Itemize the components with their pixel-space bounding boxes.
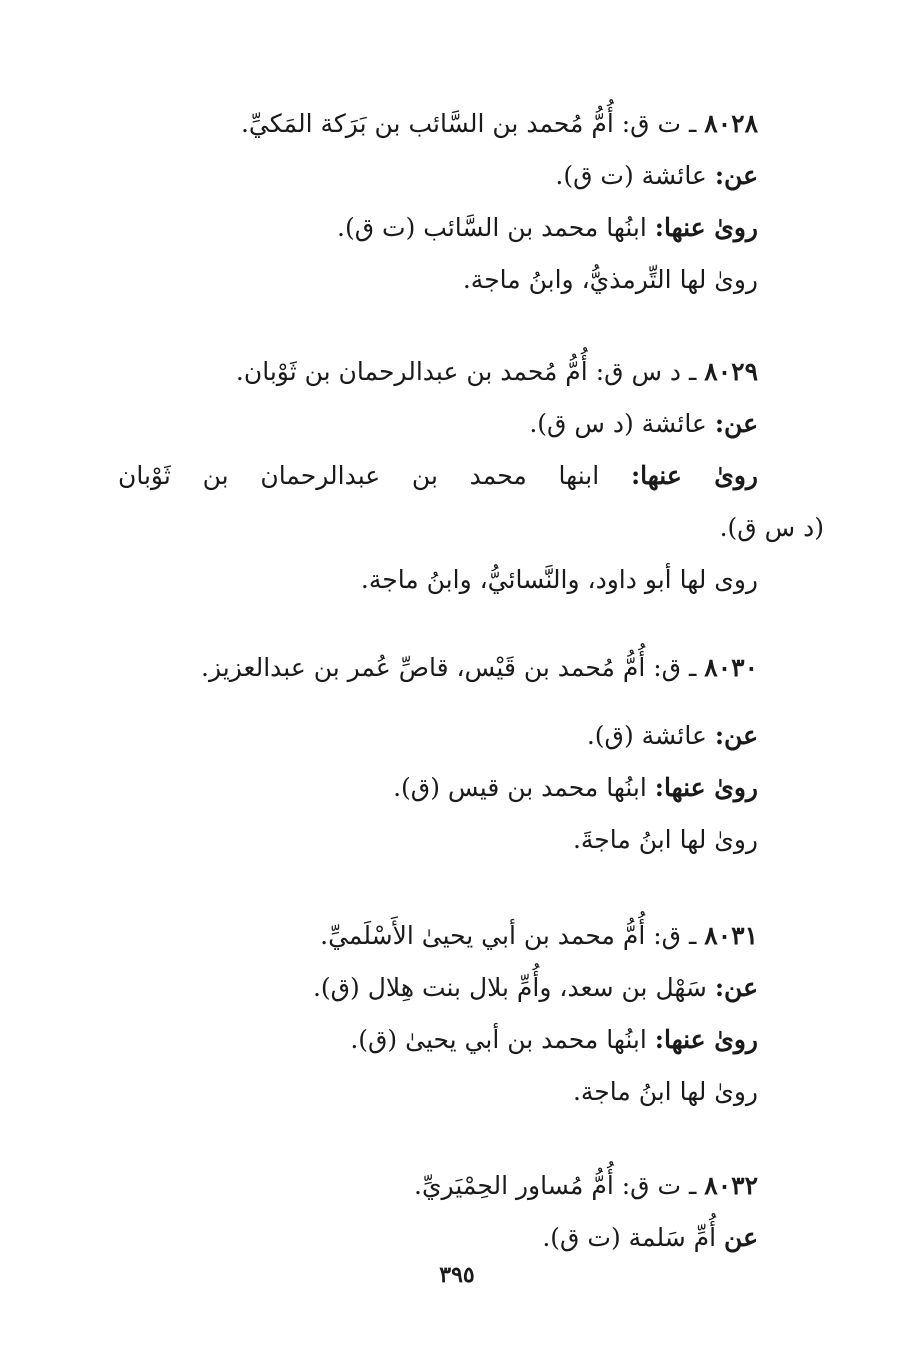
narrated-label: روىٰ عنها:: [654, 773, 758, 802]
entry-name: أُمُّ مُساور الحِمْيَريِّ.: [414, 1171, 614, 1200]
from-label: عن:: [714, 973, 758, 1002]
entry-from-line: [118, 962, 758, 1014]
entry-transmitted-line: روىٰ لها ابنُ ماجةَ.: [572, 825, 758, 854]
narrated-text: ابنها محمد بن عبدالرحمان بن ثَوْبان: [118, 461, 600, 490]
entry-number: ٨٠٢٩: [704, 357, 758, 386]
entry-number: ٨٠٣١: [704, 921, 758, 950]
entry-from-line: [118, 398, 758, 450]
entry-heading: [118, 98, 758, 150]
narrated-label: روىٰ عنها:: [654, 1025, 758, 1054]
narrator-entry-8029: [118, 346, 824, 606]
narrator-entry-8031: [118, 910, 758, 1118]
from-text: عائشة (د س ق).: [529, 409, 707, 438]
entry-from-line: [118, 710, 758, 762]
from-label: عن:: [714, 721, 758, 750]
entry-number: ٨٠٣٢: [704, 1171, 758, 1200]
from-text: سَهْل بن سعد، وأُمِّ بلال بنت هِلال (ق).: [312, 973, 707, 1002]
from-label: عن:: [714, 161, 758, 190]
narrated-label: روىٰ عنها:: [630, 461, 759, 490]
entry-heading: [118, 642, 758, 694]
narrated-text: ابنُها محمد بن قيس (ق).: [393, 773, 647, 802]
entry-number: ٨٠٣٠: [704, 653, 758, 682]
from-text: أُمِّ سَلمة (ت ق).: [542, 1223, 717, 1252]
from-text: عائشة (ت ق).: [555, 161, 707, 190]
entry-narrated-line: [118, 202, 758, 254]
entry-number: ٨٠٢٨: [704, 109, 758, 138]
narrated-label: روىٰ عنها:: [654, 213, 758, 242]
entry-codes: ـ ق:: [653, 921, 697, 950]
entry-heading: [118, 910, 758, 962]
entry-transmitted-line: روىٰ لها ابنُ ماجة.: [572, 1077, 758, 1106]
entry-transmitted-line: روىٰ لها التِّرمذيُّ، وابنُ ماجة.: [462, 265, 758, 294]
entry-from-line: [118, 1212, 758, 1264]
entry-codes: ـ ت ق:: [621, 1171, 697, 1200]
entry-heading: [118, 346, 758, 398]
narrator-entry-8032: [118, 1160, 758, 1264]
entry-codes: ـ ق:: [653, 653, 697, 682]
entry-name: أُمُّ مُحمد بن عبدالرحمان بن ثَوْبان.: [235, 357, 588, 386]
entry-codes: ـ ت ق:: [621, 109, 697, 138]
entry-codes: ـ د س ق:: [595, 357, 697, 386]
entry-narrated-line: [118, 762, 758, 814]
narrated-text: ابنُها محمد بن أبي يحيىٰ (ق).: [350, 1025, 647, 1054]
from-label: عن:: [714, 409, 758, 438]
entry-name: أُمُّ مُحمد بن قَيْس، قاصِّ عُمر بن عبدالعزيز.: [201, 653, 646, 682]
entry-narrated-line: [118, 450, 758, 502]
from-text: عائشة (ق).: [586, 721, 707, 750]
entry-heading: [118, 1160, 758, 1212]
page-number: ٣٩٥: [439, 1262, 475, 1288]
entry-name: أُمُّ مُحمد بن السَّائب بن بَرَكة المَكيِّ.: [240, 109, 614, 138]
entry-transmitted-line: روى لها أبو داود، والنَّسائيُّ، وابنُ ماجة.: [360, 565, 758, 594]
entry-from-line: [118, 150, 758, 202]
entry-narrated-line: [118, 1014, 758, 1066]
narrator-entry-8030: [118, 642, 758, 866]
narrator-entry-8028: [118, 98, 758, 306]
narrated-text: ابنُها محمد بن السَّائب (ت ق).: [337, 213, 647, 242]
entry-narrated-continuation: (د س ق).: [719, 513, 824, 542]
from-label: عن: [724, 1223, 758, 1252]
entry-name: أُمُّ محمد بن أبي يحيىٰ الأَسْلَميِّ.: [320, 921, 646, 950]
